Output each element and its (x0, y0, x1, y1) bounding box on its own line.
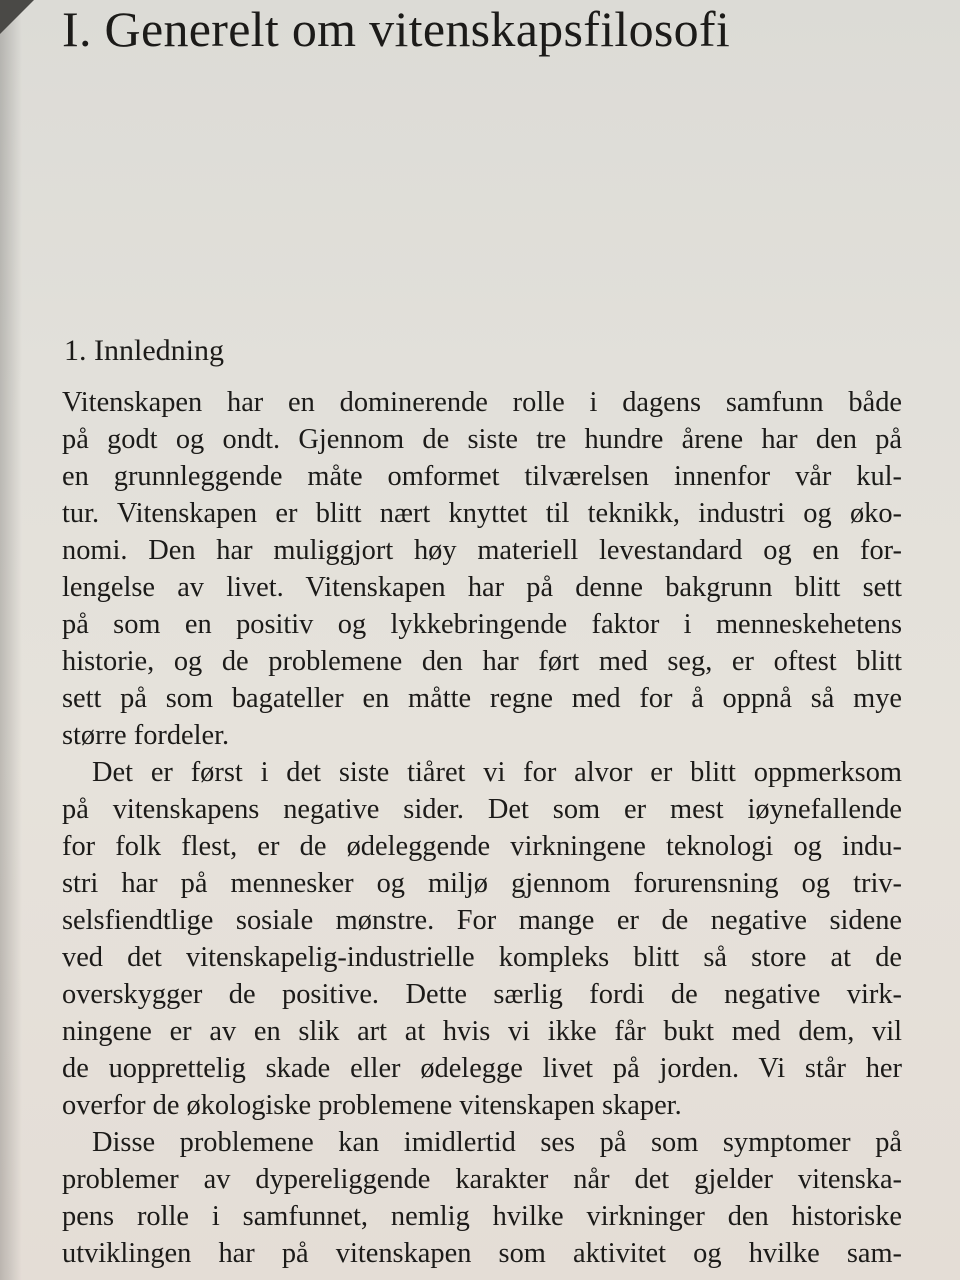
text-line: på godt og ondt. Gjennom de siste tre hundre årene har den på (62, 424, 902, 455)
text-line: overfor de økologiske problemene vitenskapen skaper. (62, 1090, 682, 1121)
page-binding-shadow (0, 0, 22, 1280)
text-line: Det er først i det siste tiåret vi for alvor er blitt oppmerksom (92, 757, 902, 788)
page-corner (0, 0, 34, 34)
chapter-title: I. Generelt om vitenskapsfilosofi (62, 1, 731, 57)
body-text (62, 384, 902, 1272)
section-heading: 1. Innledning (64, 334, 224, 367)
text-line: selsfiendtlige sosiale mønstre. For mange er de negative sidene (62, 905, 902, 936)
text-line: historie, og de problemene den har ført med seg, er oftest blitt (62, 646, 902, 677)
text-line: utviklingen har på vitenskapen som aktivitet og hvilke sam- (62, 1238, 902, 1269)
text-line: større fordeler. (62, 720, 230, 751)
text-line: tur. Vitenskapen er blitt nært knyttet til teknikk, industri og øko- (62, 498, 902, 529)
text-line: de uopprettelig skade eller ødelegge livet på jorden. Vi står her (62, 1053, 902, 1084)
text-line: problemer av dypereliggende karakter når det gjelder vitenska- (62, 1164, 902, 1195)
paragraph-3 (62, 1124, 902, 1272)
text-line: en grunnleggende måte omformet tilværelsen innenfor vår kul- (62, 461, 902, 492)
text-line: pens rolle i samfunnet, nemlig hvilke virkninger den historiske (62, 1201, 902, 1232)
text-line: ningene er av en slik art at hvis vi ikke får bukt med dem, vil (62, 1016, 902, 1047)
text-line: stri har på mennesker og miljø gjennom forurensning og triv- (62, 868, 902, 899)
text-line: lengelse av livet. Vitenskapen har på denne bakgrunn blitt sett (62, 572, 902, 603)
paragraph-1 (62, 384, 902, 754)
text-line: overskygger de positive. Dette særlig fordi de negative virk- (62, 979, 902, 1010)
text-line: nomi. Den har muliggjort høy materiell levestandard og en for- (62, 535, 902, 566)
text-line: for folk flest, er de ødeleggende virkningene teknologi og indu- (62, 831, 902, 862)
text-line: ved det vitenskapelig-industrielle kompleks blitt så store at de (62, 942, 902, 973)
text-line: sett på som bagateller en måtte regne med for å oppnå så mye (62, 683, 902, 714)
text-line: Disse problemene kan imidlertid ses på som symptomer på (92, 1127, 902, 1158)
text-line: på vitenskapens negative sider. Det som er mest iøynefallende (62, 794, 902, 825)
paragraph-2 (62, 754, 902, 1124)
text-line: Vitenskapen har en dominerende rolle i dagens samfunn både (62, 387, 902, 418)
text-line: på som en positiv og lykkebringende faktor i menneskehetens (62, 609, 902, 640)
